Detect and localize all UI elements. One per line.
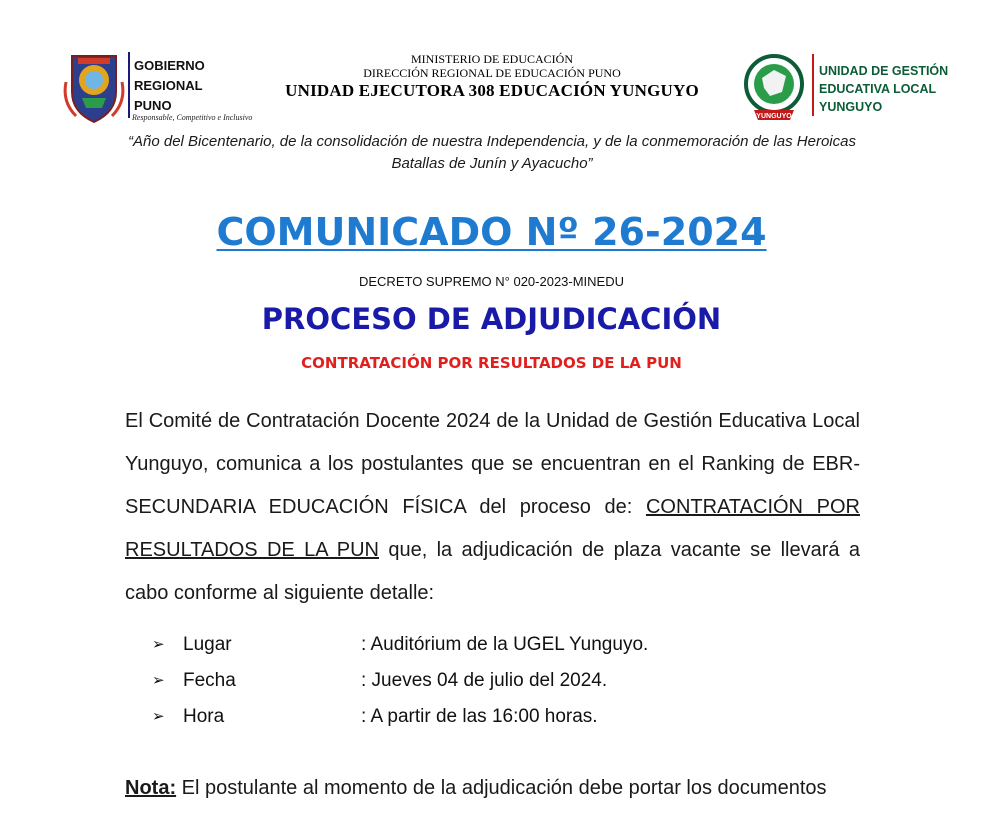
announcement-paragraph <box>125 400 860 615</box>
detail-value: : Jueves 04 de julio del 2024. <box>361 670 608 691</box>
gov-name-line3: PUNO <box>134 98 172 113</box>
detail-label: Lugar <box>183 634 232 655</box>
header-divider-right <box>812 54 814 116</box>
note-text: El postulante al momento de la adjudicación debe portar los documentos <box>176 777 827 799</box>
ministry-name: MINISTERIO DE EDUCACIÓN <box>411 52 573 66</box>
direction-name: DIRECCIÓN REGIONAL DE EDUCACIÓN PUNO <box>363 66 621 80</box>
paragraph-part2: que, la adjudicación de plaza vacante se llevará a cabo conforme al siguiente detalle: <box>125 539 860 604</box>
unit-name: UNIDAD EJECUTORA 308 EDUCACIÓN YUNGUYO <box>285 81 699 100</box>
ugel-name-line3: YUNGUYO <box>819 100 883 114</box>
document-title <box>0 206 983 258</box>
ugel-name-line1: UNIDAD DE GESTIÓN <box>819 64 949 78</box>
institution-header <box>250 52 734 102</box>
arrow-bullet-icon: ➢ <box>152 708 165 725</box>
year-motto: “Año del Bicentenario, de la consolidación de nuestra Independencia, y de la conmemoración de las Heroicas Batallas de Junín y Ayacucho” <box>128 133 856 172</box>
gobierno-regional-logo <box>62 52 126 124</box>
detail-label: Hora <box>183 706 225 727</box>
paragraph-part1: El Comité de Contratación Docente 2024 de la Unidad de Gestión Educativa Local Yunguyo, comunica a los postulantes que se encuentran en el Ranking de EBR-SECUNDARIA EDUCACIÓN FÍSICA del proceso de: <box>125 410 860 518</box>
decree-reference: DECRETO SUPREMO N° 020-2023-MINEDU <box>358 274 625 289</box>
title-text: COMUNICADO Nº 26-2024 <box>216 210 767 254</box>
paragraph-underlined: CONTRATACIÓN POR RESULTADOS DE LA PUN <box>125 496 860 561</box>
arrow-bullet-icon: ➢ <box>152 672 165 689</box>
gov-slogan: Responsable, Competitivo e Inclusivo <box>132 113 253 122</box>
note-paragraph <box>125 770 860 806</box>
ugel-name <box>819 62 979 116</box>
gobierno-regional-name <box>134 56 244 116</box>
shield-icon <box>65 56 123 122</box>
ugel-yunguyo-logo <box>740 52 808 124</box>
ugel-emblem-icon <box>746 56 802 120</box>
detail-value: : Auditórium de la UGEL Yunguyo. <box>361 634 649 655</box>
gov-name-line1: GOBIERNO <box>134 58 205 73</box>
header-divider-left <box>128 52 130 118</box>
note-label: Nota: <box>125 777 177 799</box>
ugel-logo-ribbon-text: YUNGUYO <box>756 113 792 120</box>
gov-name-line2: REGIONAL <box>134 78 203 93</box>
arrow-bullet-icon: ➢ <box>152 636 165 653</box>
contract-subheading: CONTRATACIÓN POR RESULTADOS DE LA PUN <box>301 354 682 372</box>
ugel-name-line2: EDUCATIVA LOCAL <box>819 82 937 96</box>
detail-value: : A partir de las 16:00 horas. <box>361 706 598 727</box>
process-heading: PROCESO DE ADJUDICACIÓN <box>261 302 722 336</box>
detail-label: Fecha <box>183 670 236 691</box>
